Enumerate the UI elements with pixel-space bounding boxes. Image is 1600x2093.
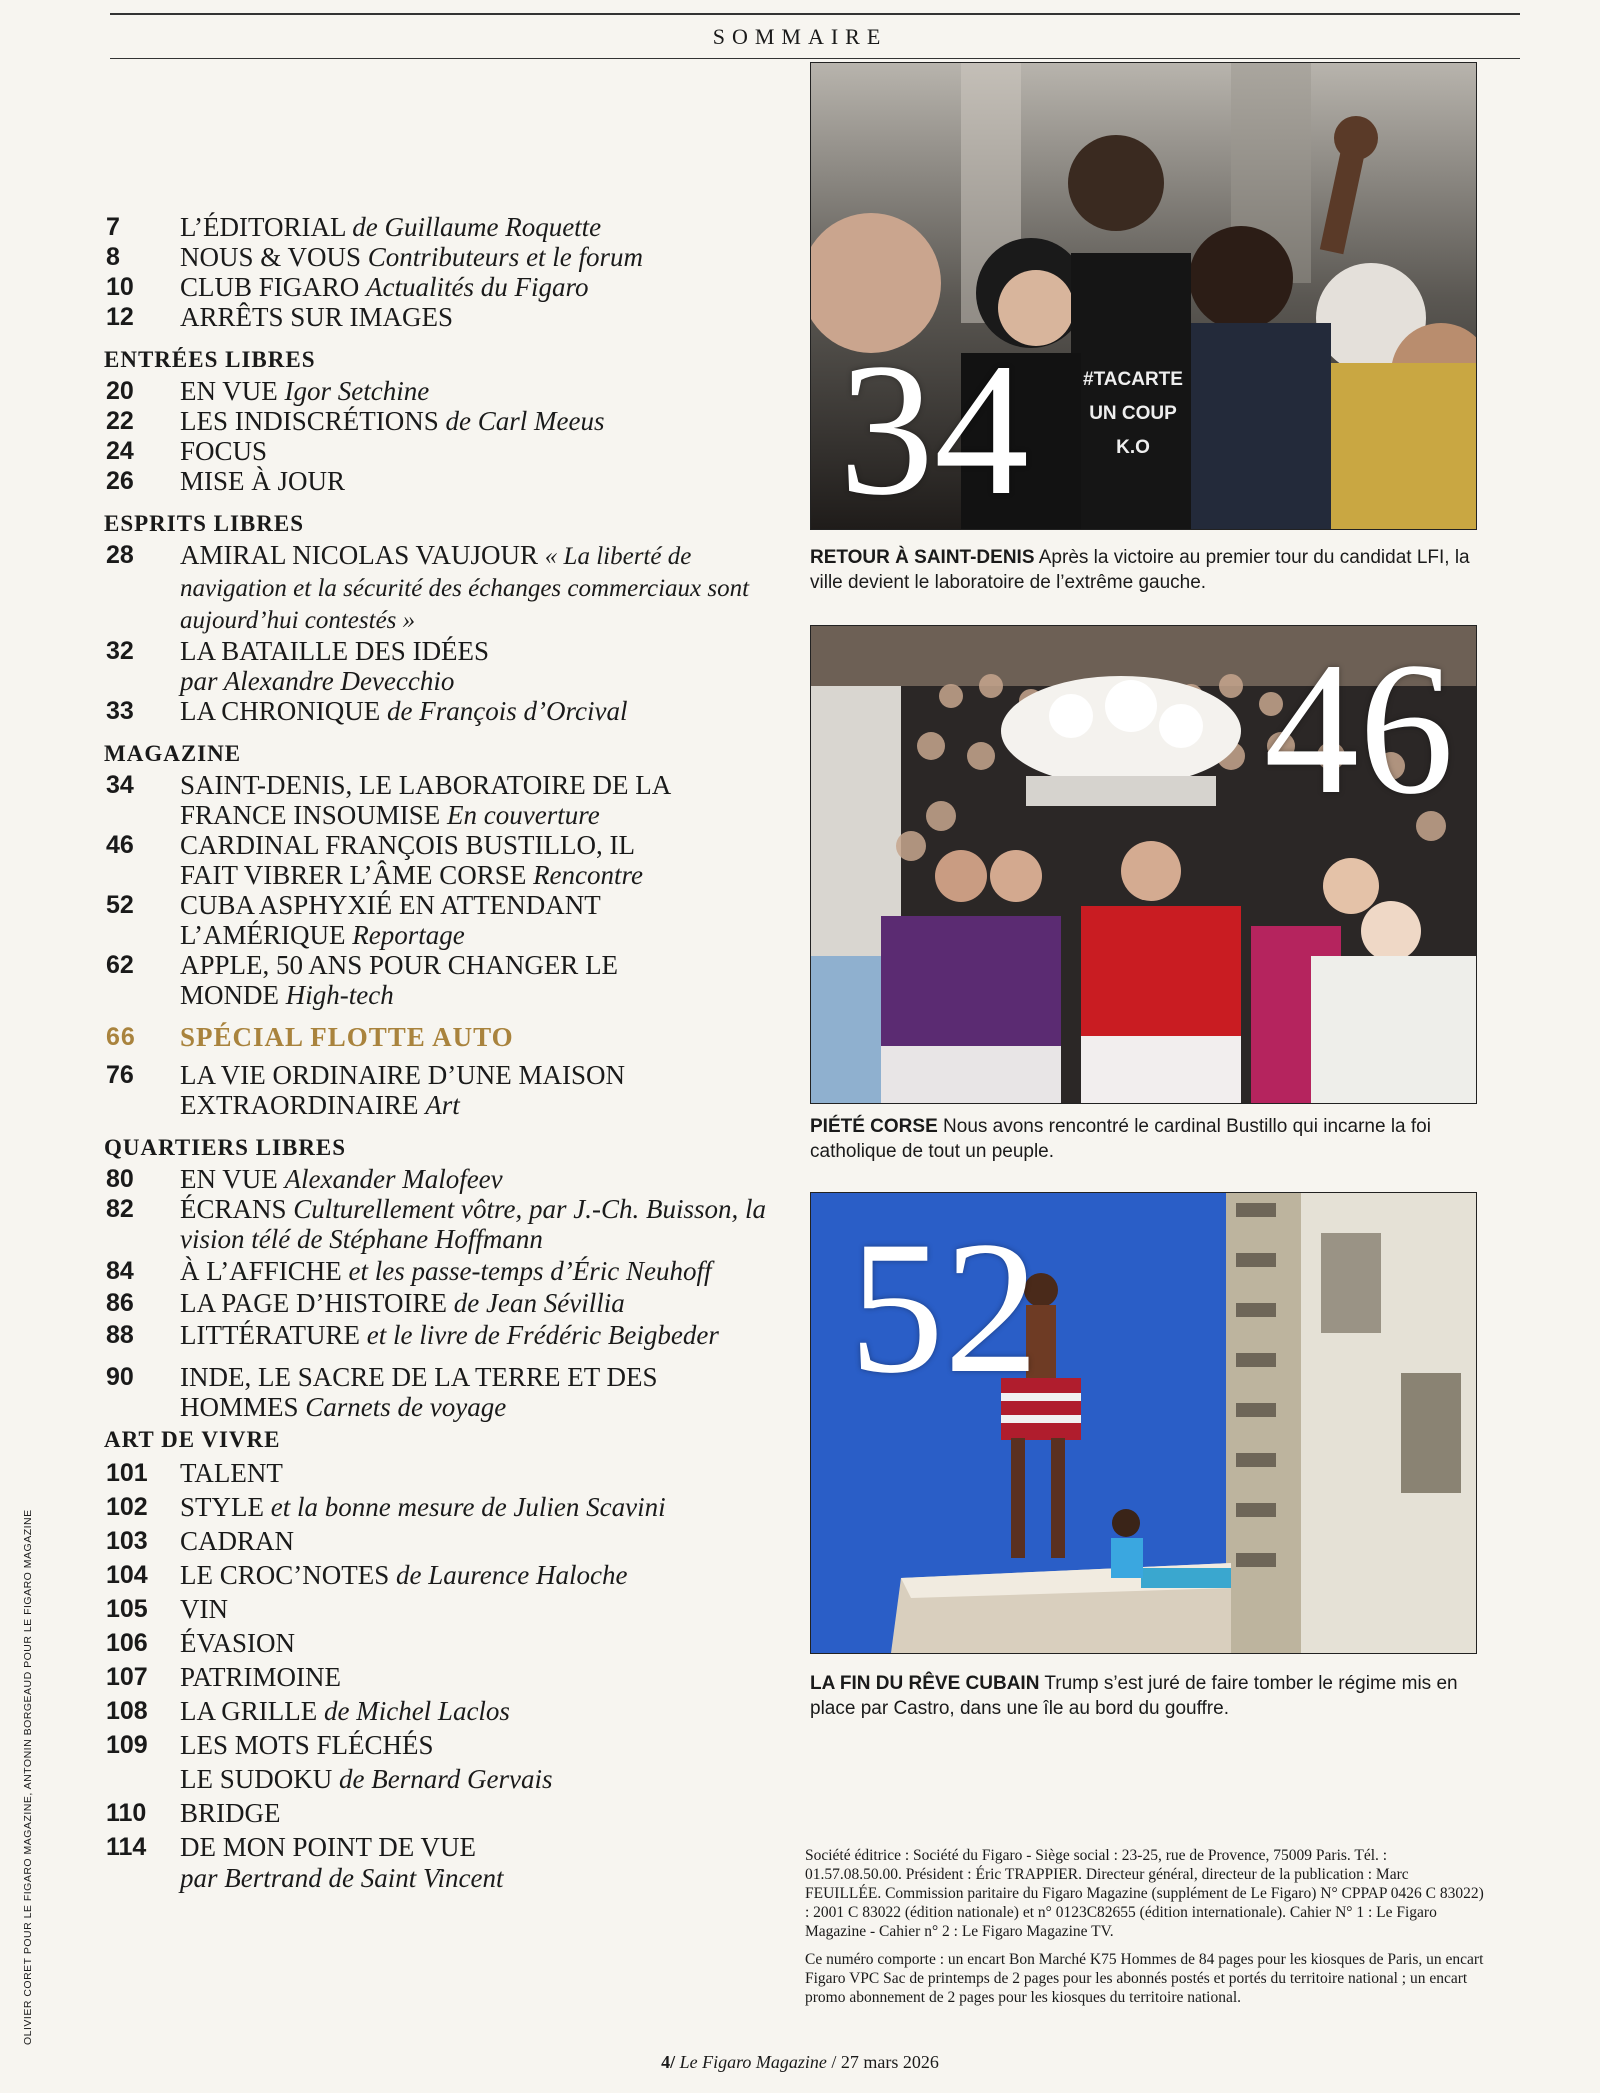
entry-title: CUBA ASPHYXIÉ EN ATTENDANT L’AMÉRIQUE	[180, 890, 601, 950]
entry-subtitle: Contributeurs et le forum	[367, 242, 644, 272]
toc-row[interactable]	[100, 950, 790, 1010]
entry-title: ARRÊTS SUR IMAGES	[180, 302, 454, 332]
page-number: 86	[106, 1289, 134, 1317]
toc-row[interactable]	[100, 376, 790, 406]
page-number: 82	[106, 1195, 134, 1223]
entry-subtitle: Igor Setchine	[284, 376, 430, 406]
toc-row[interactable]	[100, 272, 790, 302]
feature-caption-corse	[810, 1114, 1475, 1164]
page-number: 12	[106, 303, 134, 331]
header-rule	[110, 58, 1520, 59]
page-number: 90	[106, 1363, 134, 1391]
toc-row[interactable]	[100, 890, 790, 950]
entry-title: SPÉCIAL FLOTTE AUTO	[180, 1022, 514, 1052]
entry-title: EN VUE	[180, 1164, 278, 1194]
toc-row[interactable]	[100, 1194, 790, 1254]
page-number: 88	[106, 1321, 134, 1349]
page-number: 76	[106, 1061, 134, 1089]
feature-page-number: 46	[1264, 625, 1454, 834]
entry-subtitle: En couverture	[447, 800, 600, 830]
entry-title: ÉCRANS	[180, 1194, 287, 1224]
page-number: 34	[106, 771, 134, 799]
toc-row[interactable]	[100, 466, 790, 496]
page-number: 102	[106, 1493, 148, 1521]
caption-title: PIÉTÉ CORSE	[810, 1116, 938, 1137]
entry-title: LA GRILLE	[180, 1696, 318, 1726]
entry-subtitle: de Laurence Haloche	[396, 1560, 628, 1590]
caption-title: RETOUR À SAINT-DENIS	[810, 547, 1035, 568]
entry-title: LA BATAILLE DES IDÉES	[180, 636, 490, 666]
page-number: 32	[106, 637, 134, 665]
toc-row[interactable]	[100, 1256, 790, 1286]
page-number: 26	[106, 467, 134, 495]
entry-subtitle: High-tech	[285, 980, 394, 1010]
toc-row[interactable]	[100, 1762, 790, 1796]
toc-row[interactable]	[100, 1288, 790, 1318]
entry-title: FOCUS	[180, 436, 268, 466]
entry-title: LE CROC’NOTES	[180, 1560, 390, 1590]
toc-row[interactable]	[100, 1362, 790, 1422]
page-number: 7	[106, 213, 120, 241]
entry-subtitle: Reportage	[352, 920, 465, 950]
caption-text: Nous avons rencontré le cardinal Bustillo qui incarne la foi catholique de tout un peuple.	[810, 1116, 1431, 1162]
entry-title: ÉVASION	[180, 1628, 296, 1658]
toc-row[interactable]	[100, 1660, 790, 1694]
entry-subtitle: Culturellement vôtre, par J.-Ch. Buisson, la vision télé de Stéphane Hoffmann	[180, 1194, 766, 1254]
entry-subtitle: Rencontre	[533, 860, 644, 890]
entry-subtitle: de Jean Sévillia	[453, 1288, 625, 1318]
toc-row[interactable]	[100, 436, 790, 466]
toc-row[interactable]	[100, 1320, 790, 1350]
entry-title: INDE, LE SACRE DE LA TERRE ET DES HOMMES	[180, 1362, 658, 1422]
page-number: 20	[106, 377, 134, 405]
entry-title: LITTÉRATURE	[180, 1320, 360, 1350]
entry-title: CLUB FIGARO	[180, 272, 360, 302]
entry-subtitle: Carnets de voyage	[305, 1392, 507, 1422]
page-number: 110	[106, 1799, 147, 1827]
caption-title: LA FIN DU RÊVE CUBAIN	[810, 1673, 1040, 1694]
feature-caption-saint-denis	[810, 545, 1475, 595]
entry-title: LA VIE ORDINAIRE D’UNE MAISON EXTRAORDINAIRE	[180, 1060, 625, 1120]
tshirt-slogan-line: #TACARTE	[1083, 369, 1183, 390]
entry-title: MISE À JOUR	[180, 466, 346, 496]
entry-title: EN VUE	[180, 376, 278, 406]
entry-subtitle: Alexander Malofeev	[284, 1164, 503, 1194]
entry-title: STYLE	[180, 1492, 264, 1522]
feature-page-number: 34	[839, 325, 1029, 530]
toc-row[interactable]	[100, 696, 790, 726]
page-number: 106	[106, 1629, 148, 1657]
page-number: 62	[106, 951, 134, 979]
feature-photo-cuba[interactable]	[810, 1192, 1477, 1654]
inserts-notice: Ce numéro comporte : un encart Bon Marché K75 Hommes de 84 pages pour les kiosques de Paris, un encart Figaro VPC Sac de printemps de 2 pages pour les abonnés postés et portés du territoire national ; un encart promo abonnement de 2 pages pour les kiosques du territoire national.	[805, 1951, 1484, 2006]
toc-group-top	[100, 212, 790, 332]
toc-row[interactable]	[100, 1728, 790, 1762]
toc-row[interactable]	[100, 1796, 790, 1830]
entry-title: SAINT-DENIS, LE LABORATOIRE DE LA FRANCE INSOUMISE	[180, 770, 670, 830]
toc-row[interactable]	[100, 636, 790, 696]
entry-subtitle: et le livre de Frédéric Beigbeder	[366, 1320, 719, 1350]
entry-title: APPLE, 50 ANS POUR CHANGER LE MONDE	[180, 950, 619, 1010]
entry-title: LES MOTS FLÉCHÉS	[180, 1730, 434, 1760]
page-number: 22	[106, 407, 134, 435]
feature-page-number: 52	[849, 1203, 1039, 1413]
table-of-contents	[100, 212, 790, 1892]
toc-row[interactable]	[100, 212, 790, 242]
feature-photo-saint-denis[interactable]	[810, 62, 1477, 530]
entry-title: CARDINAL FRANÇOIS BUSTILLO, IL FAIT VIBRER L’ÂME CORSE	[180, 830, 635, 890]
section-heading-quartiers: QUARTIERS LIBRES	[104, 1135, 347, 1160]
page-number: 66	[106, 1023, 136, 1051]
entry-title: LA PAGE D’HISTOIRE	[180, 1288, 448, 1318]
entry-title: LA CHRONIQUE	[180, 696, 381, 726]
entry-subtitle: de Guillaume Roquette	[352, 212, 602, 242]
tshirt-slogan	[1073, 363, 1193, 465]
feature-caption-cuba	[810, 1671, 1475, 1721]
toc-row[interactable]	[100, 540, 790, 636]
page-number: 46	[106, 831, 134, 859]
feature-photo-corse[interactable]	[810, 625, 1477, 1104]
page-number: 105	[106, 1595, 148, 1623]
footer-date: 27 mars 2026	[840, 2052, 939, 2072]
entry-subtitle: de François d’Orcival	[387, 696, 628, 726]
page-number: 33	[106, 697, 134, 725]
page-number: 114	[106, 1833, 147, 1861]
toc-row[interactable]	[100, 1558, 790, 1592]
toc-row[interactable]	[100, 1830, 790, 1864]
tshirt-slogan-line: UN COUP K.O	[1089, 403, 1177, 458]
page-number: 108	[106, 1697, 148, 1725]
entry-title: CADRAN	[180, 1526, 295, 1556]
publisher-legal-notice: Société éditrice : Société du Figaro - Siège social : 23-25, rue de Provence, 75009 Paris. Tél. : 01.57.08.50.00. Président : Éric TRAPPIER. Directeur général, directeur de la publication : Marc FEUILLÉE. Commission paritaire du Figaro Magazine (supplément de Le Figaro) N° CPPAP 0426 C 83022) : 2001 C 83022 (édition nationale) et n° 0123C82655 (édition internationale). Cahier N° 1 : Le Figaro Magazine - Cahier n° 2 : Le Figaro Magazine TV.	[805, 1847, 1484, 1940]
page-number: 28	[106, 541, 134, 569]
toc-row[interactable]	[100, 242, 790, 272]
top-rule	[110, 13, 1520, 15]
toc-row[interactable]	[100, 830, 790, 890]
page-number: 84	[106, 1257, 134, 1285]
toc-row[interactable]	[100, 406, 790, 436]
entry-subtitle: de Michel Laclos	[323, 1696, 510, 1726]
page-number: 10	[106, 273, 134, 301]
entry-title: PATRIMOINE	[180, 1662, 342, 1692]
entry-subtitle: par Bertrand de Saint Vincent	[180, 1863, 504, 1893]
entry-subtitle: Actualités du Figaro	[366, 272, 589, 302]
page-number: 103	[106, 1527, 148, 1555]
toc-row[interactable]	[100, 1456, 790, 1490]
entry-title: TALENT	[180, 1458, 283, 1488]
entry-title: L’ÉDITORIAL	[180, 212, 346, 242]
page-footer: 4/ Le Figaro Magazine / 27 mars 2026	[661, 2052, 939, 2072]
page-number: 109	[106, 1731, 148, 1759]
section-heading-entrees: ENTRÉES LIBRES	[104, 347, 316, 372]
entry-title: LE SUDOKU	[180, 1764, 333, 1794]
toc-row	[100, 1864, 790, 1892]
entry-subtitle: Art	[425, 1090, 460, 1120]
entry-subtitle: « La liberté de navigation et la sécurité des échanges commerciaux sont aujourd’hui contestés »	[180, 543, 750, 634]
toc-row[interactable]	[100, 1592, 790, 1626]
entry-title: DE MON POINT DE VUE	[180, 1832, 476, 1862]
section-heading-magazine: MAGAZINE	[104, 741, 242, 766]
toc-row[interactable]	[100, 770, 790, 830]
entry-title: NOUS & VOUS	[180, 242, 362, 272]
entry-title: BRIDGE	[180, 1798, 281, 1828]
page-number: 101	[106, 1459, 148, 1487]
photo-credit: OLIVIER CORET POUR LE FIGARO MAGAZINE, ANTONIN BORGEAUD POUR LE FIGARO MAGAZINE	[22, 1509, 34, 2045]
entry-subtitle: de Bernard Gervais	[339, 1764, 553, 1794]
page-number: 8	[106, 243, 120, 271]
entry-title: LES INDISCRÉTIONS	[180, 406, 439, 436]
page-number: 107	[106, 1663, 148, 1691]
entry-subtitle: de Carl Meeus	[445, 406, 605, 436]
footer-publication: Le Figaro Magazine	[679, 2052, 827, 2072]
entry-title: À L’AFFICHE	[180, 1256, 342, 1286]
toc-row[interactable]	[100, 302, 790, 332]
section-heading-art: ART DE VIVRE	[104, 1427, 281, 1452]
caption-text: Trump s’est juré de faire tomber le régime mis en place par Castro, dans une île au bord du gouffre.	[810, 1673, 1458, 1719]
page-number: 80	[106, 1165, 134, 1193]
page-number: 104	[106, 1561, 148, 1589]
entry-title: AMIRAL NICOLAS VAUJOUR	[180, 540, 539, 570]
toc-row[interactable]	[100, 1060, 790, 1120]
section-heading-esprits: ESPRITS LIBRES	[104, 511, 304, 536]
entry-subtitle: par Alexandre Devecchio	[180, 666, 455, 696]
page-number: 52	[106, 891, 134, 919]
entry-subtitle: et les passe-temps d’Éric Neuhoff	[348, 1256, 712, 1286]
page-number: 24	[106, 437, 134, 465]
toc-row-special[interactable]	[100, 1022, 790, 1052]
toc-row[interactable]	[100, 1626, 790, 1660]
caption-text: Après la victoire au premier tour du candidat LFI, la ville devient le laboratoire de l’extrême gauche.	[810, 547, 1470, 593]
toc-row[interactable]	[100, 1490, 790, 1524]
entry-title: VIN	[180, 1594, 228, 1624]
toc-row[interactable]	[100, 1164, 790, 1194]
footer-page-number: 4/	[661, 2052, 676, 2072]
toc-row[interactable]	[100, 1524, 790, 1558]
toc-row[interactable]	[100, 1694, 790, 1728]
page-title: SOMMAIRE	[712, 24, 888, 49]
entry-subtitle: et la bonne mesure de Julien Scavini	[270, 1492, 666, 1522]
